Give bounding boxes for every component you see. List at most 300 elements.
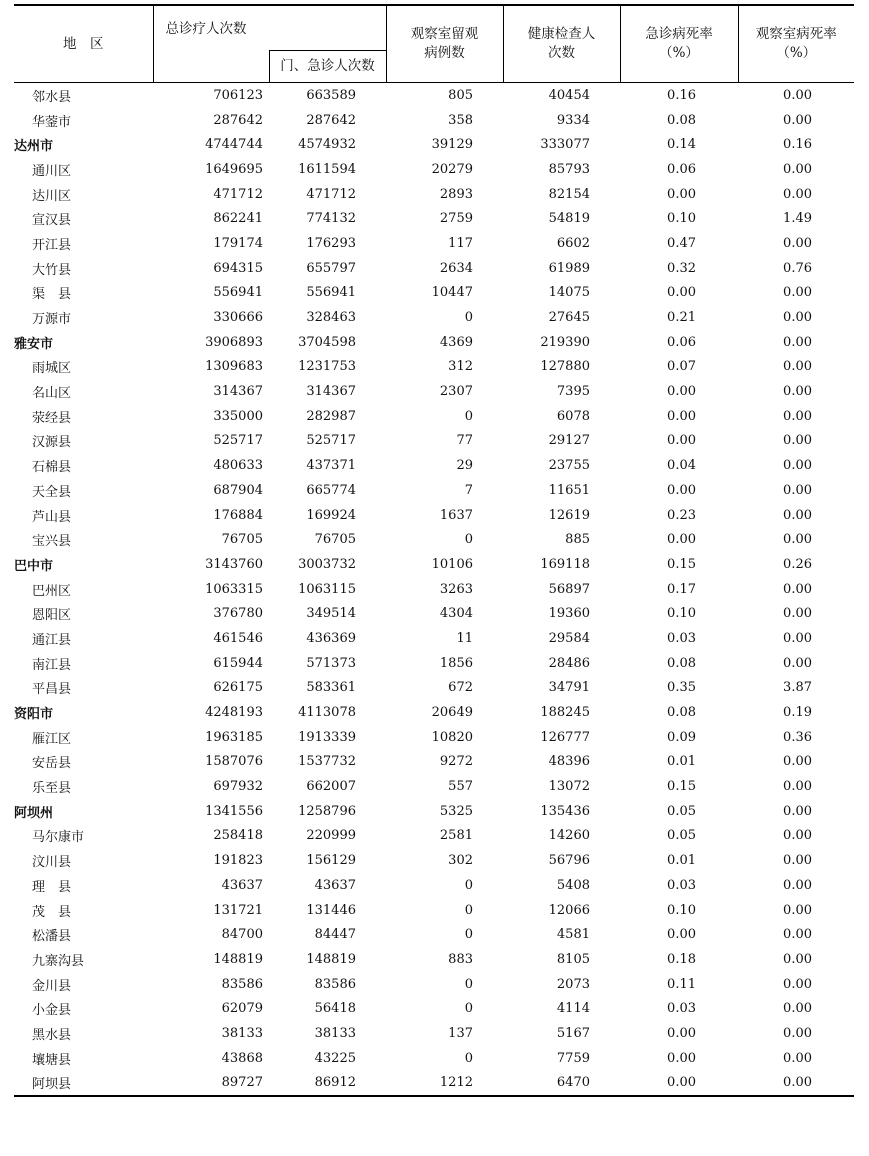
observation-cases-value: 11 <box>456 630 473 646</box>
outpatient-emergency-visits-value: 38133 <box>314 1025 356 1041</box>
observation-cases-value: 0 <box>464 310 473 326</box>
region-name: 大竹县 <box>32 262 72 278</box>
observation-cases-value: 20279 <box>431 161 473 177</box>
region-name: 万源市 <box>32 312 72 328</box>
observation-mortality-value: 0.00 <box>783 803 812 819</box>
health-checks-value: 56897 <box>548 581 590 597</box>
total-visits-value: 694315 <box>213 260 263 276</box>
observation-mortality-value: 1.49 <box>783 211 812 227</box>
county-row <box>14 503 854 528</box>
region-name: 雁江区 <box>32 731 72 747</box>
observation-mortality-value: 0.00 <box>783 581 812 597</box>
emergency-mortality-value: 0.00 <box>667 927 696 943</box>
observation-mortality-value: 0.00 <box>783 927 812 943</box>
total-visits-value: 1309683 <box>205 359 263 375</box>
header-total-visits <box>153 5 386 51</box>
health-checks-value: 885 <box>565 532 590 548</box>
observation-cases-value: 137 <box>448 1025 473 1041</box>
observation-mortality-value: 0.00 <box>783 951 812 967</box>
total-visits-value: 191823 <box>213 853 263 869</box>
outpatient-emergency-visits-value: 662007 <box>306 779 356 795</box>
outpatient-emergency-visits-value: 1258796 <box>298 803 356 819</box>
outpatient-emergency-visits-value: 1537732 <box>298 754 356 770</box>
observation-mortality-value: 0.00 <box>783 828 812 844</box>
emergency-mortality-value: 0.10 <box>667 606 696 622</box>
health-checks-value: 4581 <box>556 927 590 943</box>
total-visits-value: 314367 <box>213 384 263 400</box>
observation-mortality-value: 0.00 <box>783 384 812 400</box>
emergency-mortality-value: 0.00 <box>667 384 696 400</box>
county-row <box>14 1021 854 1046</box>
observation-mortality-value: 0.00 <box>783 754 812 770</box>
total-visits-value: 3143760 <box>205 556 263 572</box>
emergency-mortality-value: 0.05 <box>667 803 696 819</box>
health-checks-value: 7395 <box>556 384 590 400</box>
county-row <box>14 182 854 207</box>
outpatient-emergency-visits-value: 328463 <box>306 310 356 326</box>
region-name: 阿坝州 <box>14 805 54 821</box>
total-visits-value: 176884 <box>213 507 263 523</box>
emergency-mortality-value: 0.03 <box>667 1001 696 1017</box>
emergency-mortality-value: 0.09 <box>667 729 696 745</box>
observation-cases-value: 302 <box>448 853 473 869</box>
region-name: 汉源县 <box>32 435 72 451</box>
health-checks-value: 11651 <box>548 482 590 498</box>
observation-mortality-value: 0.00 <box>783 235 812 251</box>
health-checks-value: 27645 <box>548 310 590 326</box>
outpatient-emergency-visits-value: 437371 <box>306 458 356 474</box>
region-name: 通川区 <box>32 163 72 179</box>
total-visits-value: 3906893 <box>205 334 263 350</box>
emergency-mortality-value: 0.15 <box>667 556 696 572</box>
observation-mortality-value: 0.00 <box>783 877 812 893</box>
outpatient-emergency-visits-value: 220999 <box>306 828 356 844</box>
outpatient-emergency-visits-value: 571373 <box>306 655 356 671</box>
region-name: 安岳县 <box>32 756 72 772</box>
emergency-mortality-value: 0.08 <box>667 655 696 671</box>
total-visits-value: 471712 <box>213 186 263 202</box>
total-visits-value: 43868 <box>221 1050 263 1066</box>
health-checks-value: 56796 <box>548 853 590 869</box>
health-checks-value: 4114 <box>556 1001 590 1017</box>
outpatient-emergency-visits-value: 84447 <box>314 927 356 943</box>
emergency-mortality-value: 0.00 <box>667 433 696 449</box>
county-row <box>14 898 854 923</box>
total-visits-value: 335000 <box>213 408 263 424</box>
region-name: 芦山县 <box>32 509 72 525</box>
observation-cases-value: 0 <box>464 927 473 943</box>
observation-mortality-value: 0.00 <box>783 161 812 177</box>
region-name: 宝兴县 <box>32 534 72 550</box>
observation-mortality-value: 0.36 <box>783 729 812 745</box>
region-name: 雨城区 <box>32 361 72 377</box>
emergency-mortality-value: 0.05 <box>667 828 696 844</box>
outpatient-emergency-visits-value: 1231753 <box>298 359 356 375</box>
county-row <box>14 206 854 231</box>
city-row <box>14 330 854 355</box>
outpatient-emergency-visits-value: 148819 <box>306 951 356 967</box>
health-checks-value: 12619 <box>548 507 590 523</box>
emergency-mortality-value: 0.07 <box>667 359 696 375</box>
header-emergency-mortality: 急诊病死率（%） <box>620 5 738 83</box>
observation-mortality-value: 0.00 <box>783 976 812 992</box>
observation-mortality-value: 0.00 <box>783 532 812 548</box>
emergency-mortality-value: 0.10 <box>667 902 696 918</box>
observation-mortality-value: 0.00 <box>783 655 812 671</box>
region-name: 阿坝县 <box>14 1071 153 1097</box>
observation-cases-value: 0 <box>464 902 473 918</box>
total-visits-value: 1341556 <box>205 803 263 819</box>
health-checks-value: 29584 <box>548 630 590 646</box>
observation-mortality-value: 0.00 <box>783 1001 812 1017</box>
total-visits-value: 4248193 <box>205 705 263 721</box>
region-name: 邻水县 <box>32 89 72 105</box>
region-name: 巴州区 <box>32 583 72 599</box>
region-name: 汶川县 <box>32 855 72 871</box>
region-name: 渠 县 <box>32 287 72 303</box>
observation-cases-value: 312 <box>448 359 473 375</box>
county-row <box>14 626 854 651</box>
total-visits-value: 480633 <box>213 458 263 474</box>
observation-cases-value: 7 <box>464 482 473 498</box>
observation-cases-value: 1856 <box>439 655 473 671</box>
county-row <box>14 750 854 775</box>
region-name: 九寨沟县 <box>32 953 85 969</box>
county-row <box>14 972 854 997</box>
total-visits-value: 287642 <box>213 112 263 128</box>
emergency-mortality-value: 0.01 <box>667 853 696 869</box>
health-checks-value: 6602 <box>556 235 590 251</box>
county-row <box>14 281 854 306</box>
total-visits-value: 330666 <box>213 310 263 326</box>
header-outpatient-emergency: 门、急诊人次数 <box>269 51 386 83</box>
observation-cases-value: 0 <box>464 1050 473 1066</box>
region-name: 巴中市 <box>14 558 54 574</box>
outpatient-emergency-visits-value: 1913339 <box>298 729 356 745</box>
health-checks-value: 5408 <box>556 877 590 893</box>
county-row <box>14 774 854 799</box>
health-checks-value: 6078 <box>556 408 590 424</box>
region-name: 乐至县 <box>32 781 72 797</box>
outpatient-emergency-visits-value: 471712 <box>306 186 356 202</box>
observation-mortality-value: 0.00 <box>783 359 812 375</box>
observation-cases-value: 358 <box>448 112 473 128</box>
city-row <box>14 552 854 577</box>
observation-mortality-value: 0.00 <box>783 1050 812 1066</box>
observation-mortality-value: 0.19 <box>783 705 812 721</box>
outpatient-emergency-visits-value: 1063115 <box>298 581 356 597</box>
outpatient-emergency-visits-value: 583361 <box>306 680 356 696</box>
observation-mortality-value: 0.00 <box>783 902 812 918</box>
region-name: 通江县 <box>32 632 72 648</box>
observation-mortality-value: 0.00 <box>783 482 812 498</box>
emergency-mortality-value: 0.35 <box>667 680 696 696</box>
emergency-mortality-value: 0.03 <box>667 630 696 646</box>
region-name: 石棉县 <box>32 460 72 476</box>
region-name: 恩阳区 <box>32 608 72 624</box>
region-name: 小金县 <box>32 1003 72 1019</box>
total-visits-value: 706123 <box>213 87 263 103</box>
total-visits-value: 43637 <box>221 877 263 893</box>
total-visits-value: 1063315 <box>205 581 263 597</box>
health-checks-value: 126777 <box>540 729 590 745</box>
total-visits-value: 131721 <box>213 902 263 918</box>
observation-cases-value: 9272 <box>439 754 473 770</box>
county-row <box>14 873 854 898</box>
emergency-mortality-value: 0.08 <box>667 705 696 721</box>
observation-mortality-value: 0.76 <box>783 260 812 276</box>
total-visits-value: 148819 <box>213 951 263 967</box>
county-row <box>14 725 854 750</box>
outpatient-emergency-visits-value: 83586 <box>314 976 356 992</box>
observation-mortality-value: 0.00 <box>783 779 812 795</box>
county-row <box>14 231 854 256</box>
emergency-mortality-value: 0.47 <box>667 235 696 251</box>
health-checks-value: 54819 <box>548 211 590 227</box>
total-visits-value: 1587076 <box>205 754 263 770</box>
observation-cases-value: 0 <box>464 408 473 424</box>
outpatient-emergency-visits-value: 43637 <box>314 877 356 893</box>
health-checks-value: 14260 <box>548 828 590 844</box>
observation-mortality-value: 0.00 <box>738 1071 854 1097</box>
total-visits-value: 84700 <box>221 927 263 943</box>
outpatient-emergency-visits-value: 774132 <box>306 211 356 227</box>
region-name: 黑水县 <box>32 1027 72 1043</box>
header-observation-cases: 观察室留观病例数 <box>386 5 503 83</box>
county-row <box>14 478 854 503</box>
emergency-mortality-value: 0.00 <box>667 482 696 498</box>
total-visits-value: 83586 <box>221 976 263 992</box>
health-checks-value: 135436 <box>540 803 590 819</box>
observation-mortality-value: 0.00 <box>783 1025 812 1041</box>
region-name: 理 县 <box>32 879 72 895</box>
observation-cases-value: 77 <box>456 433 473 449</box>
table-header <box>14 5 854 83</box>
observation-cases-value: 0 <box>464 532 473 548</box>
emergency-mortality-value: 0.32 <box>667 260 696 276</box>
region-name: 资阳市 <box>14 707 54 723</box>
county-row <box>14 651 854 676</box>
city-row <box>14 700 854 725</box>
observation-mortality-value: 0.00 <box>783 507 812 523</box>
observation-cases-value: 4369 <box>439 334 473 350</box>
observation-cases-value: 2893 <box>439 186 473 202</box>
total-visits-value: 461546 <box>213 630 263 646</box>
outpatient-emergency-visits-value: 4113078 <box>298 705 356 721</box>
health-checks-value: 12066 <box>548 902 590 918</box>
header-observation-mortality: 观察室病死率（%） <box>738 5 854 83</box>
emergency-mortality-value: 0.06 <box>667 334 696 350</box>
health-checks-value: 5167 <box>556 1025 590 1041</box>
region-name: 壤塘县 <box>32 1052 72 1068</box>
medical-statistics-table <box>14 4 854 1097</box>
outpatient-emergency-visits-value: 131446 <box>306 902 356 918</box>
header-spacer <box>153 51 269 83</box>
health-checks-value: 14075 <box>548 285 590 301</box>
header-total-visits-label: 总诊疗人次数 <box>165 21 247 37</box>
outpatient-emergency-visits-value: 314367 <box>306 384 356 400</box>
observation-mortality-value: 0.00 <box>783 186 812 202</box>
county-row <box>14 429 854 454</box>
total-visits-value: 1649695 <box>205 161 263 177</box>
observation-cases-value: 557 <box>448 779 473 795</box>
emergency-mortality-value: 0.04 <box>667 458 696 474</box>
total-visits-value: 258418 <box>213 828 263 844</box>
header-health-checks: 健康检查人次数 <box>503 5 620 83</box>
observation-mortality-value: 0.00 <box>783 334 812 350</box>
city-row <box>14 799 854 824</box>
health-checks-value: 40454 <box>548 87 590 103</box>
total-visits-value: 179174 <box>213 235 263 251</box>
observation-cases-value: 0 <box>464 877 473 893</box>
total-visits-value: 687904 <box>213 482 263 498</box>
outpatient-emergency-visits-value: 655797 <box>306 260 356 276</box>
outpatient-emergency-visits-value: 1611594 <box>298 161 356 177</box>
county-row <box>14 1071 854 1097</box>
outpatient-emergency-visits-value: 86912 <box>269 1071 386 1097</box>
emergency-mortality-value: 0.16 <box>667 87 696 103</box>
observation-mortality-value: 3.87 <box>783 680 812 696</box>
outpatient-emergency-visits-value: 169924 <box>306 507 356 523</box>
county-row <box>14 305 854 330</box>
observation-mortality-value: 0.00 <box>783 87 812 103</box>
region-name: 平昌县 <box>32 682 72 698</box>
health-checks-value: 8105 <box>556 951 590 967</box>
emergency-mortality-value: 0.15 <box>667 779 696 795</box>
health-checks-value: 34791 <box>548 680 590 696</box>
total-visits-value: 4744744 <box>205 137 263 153</box>
total-visits-value: 76705 <box>221 532 263 548</box>
region-name: 荥经县 <box>32 410 72 426</box>
outpatient-emergency-visits-value: 436369 <box>306 630 356 646</box>
observation-cases-value: 2634 <box>439 260 473 276</box>
total-visits-value: 626175 <box>213 680 263 696</box>
observation-mortality-value: 0.00 <box>783 853 812 869</box>
outpatient-emergency-visits-value: 43225 <box>314 1050 356 1066</box>
emergency-mortality-value: 0.00 <box>667 408 696 424</box>
health-checks-value: 7759 <box>556 1050 590 1066</box>
county-row <box>14 577 854 602</box>
county-row <box>14 601 854 626</box>
outpatient-emergency-visits-value: 56418 <box>314 1001 356 1017</box>
observation-cases-value: 20649 <box>431 705 473 721</box>
emergency-mortality-value: 0.00 <box>667 1025 696 1041</box>
total-visits-value: 376780 <box>213 606 263 622</box>
observation-cases-value: 10820 <box>431 729 473 745</box>
county-row <box>14 996 854 1021</box>
region-name: 松潘县 <box>32 929 72 945</box>
county-row <box>14 824 854 849</box>
outpatient-emergency-visits-value: 556941 <box>306 285 356 301</box>
health-checks-value: 6470 <box>503 1071 620 1097</box>
total-visits-value: 615944 <box>213 655 263 671</box>
region-name: 金川县 <box>32 978 72 994</box>
emergency-mortality-value: 0.11 <box>667 976 696 992</box>
emergency-mortality-value: 0.10 <box>667 211 696 227</box>
statistics-sheet <box>14 4 854 1097</box>
health-checks-value: 23755 <box>548 458 590 474</box>
health-checks-value: 127880 <box>540 359 590 375</box>
region-name: 马尔康市 <box>32 830 85 846</box>
observation-cases-value: 1637 <box>439 507 473 523</box>
observation-mortality-value: 0.00 <box>783 112 812 128</box>
observation-cases-value: 0 <box>464 976 473 992</box>
emergency-mortality-value: 0.00 <box>667 285 696 301</box>
observation-mortality-value: 0.26 <box>783 556 812 572</box>
outpatient-emergency-visits-value: 3704598 <box>298 334 356 350</box>
observation-mortality-value: 0.00 <box>783 310 812 326</box>
total-visits-value: 1963185 <box>205 729 263 745</box>
region-name: 开江县 <box>32 237 72 253</box>
health-checks-value: 219390 <box>540 334 590 350</box>
county-row <box>14 379 854 404</box>
total-visits-value: 697932 <box>213 779 263 795</box>
outpatient-emergency-visits-value: 4574932 <box>298 137 356 153</box>
health-checks-value: 82154 <box>548 186 590 202</box>
observation-cases-value: 29 <box>456 458 473 474</box>
county-row <box>14 527 854 552</box>
county-row <box>14 83 854 108</box>
observation-cases-value: 39129 <box>431 137 473 153</box>
county-row <box>14 453 854 478</box>
outpatient-emergency-visits-value: 176293 <box>306 235 356 251</box>
total-visits-value: 525717 <box>213 433 263 449</box>
observation-mortality-value: 0.16 <box>783 137 812 153</box>
region-name: 达川区 <box>32 188 72 204</box>
region-name: 华蓥市 <box>32 114 72 130</box>
total-visits-value: 38133 <box>221 1025 263 1041</box>
observation-cases-value: 1212 <box>386 1071 503 1097</box>
county-row <box>14 1046 854 1071</box>
health-checks-value: 19360 <box>548 606 590 622</box>
region-name: 南江县 <box>32 657 72 673</box>
observation-cases-value: 2759 <box>439 211 473 227</box>
health-checks-value: 61989 <box>548 260 590 276</box>
emergency-mortality-value: 0.03 <box>667 877 696 893</box>
county-row <box>14 848 854 873</box>
outpatient-emergency-visits-value: 156129 <box>306 853 356 869</box>
county-row <box>14 947 854 972</box>
observation-mortality-value: 0.00 <box>783 606 812 622</box>
emergency-mortality-value: 0.21 <box>667 310 696 326</box>
county-row <box>14 108 854 133</box>
observation-cases-value: 2581 <box>439 828 473 844</box>
emergency-mortality-value: 0.06 <box>667 161 696 177</box>
observation-mortality-value: 0.00 <box>783 285 812 301</box>
total-visits-value: 89727 <box>153 1071 269 1097</box>
emergency-mortality-value: 0.18 <box>667 951 696 967</box>
emergency-mortality-value: 0.00 <box>620 1071 738 1097</box>
total-visits-value: 862241 <box>213 211 263 227</box>
observation-mortality-value: 0.00 <box>783 408 812 424</box>
outpatient-emergency-visits-value: 663589 <box>306 87 356 103</box>
observation-mortality-value: 0.00 <box>783 458 812 474</box>
outpatient-emergency-visits-value: 287642 <box>306 112 356 128</box>
health-checks-value: 169118 <box>540 556 590 572</box>
observation-cases-value: 5325 <box>439 803 473 819</box>
outpatient-emergency-visits-value: 349514 <box>306 606 356 622</box>
county-row <box>14 256 854 281</box>
emergency-mortality-value: 0.01 <box>667 754 696 770</box>
observation-cases-value: 2307 <box>439 384 473 400</box>
region-name: 达州市 <box>14 139 54 155</box>
table-body <box>14 83 854 1097</box>
observation-mortality-value: 0.00 <box>783 630 812 646</box>
health-checks-value: 9334 <box>556 112 590 128</box>
outpatient-emergency-visits-value: 525717 <box>306 433 356 449</box>
total-visits-value: 556941 <box>213 285 263 301</box>
region-name: 宣汉县 <box>32 213 72 229</box>
